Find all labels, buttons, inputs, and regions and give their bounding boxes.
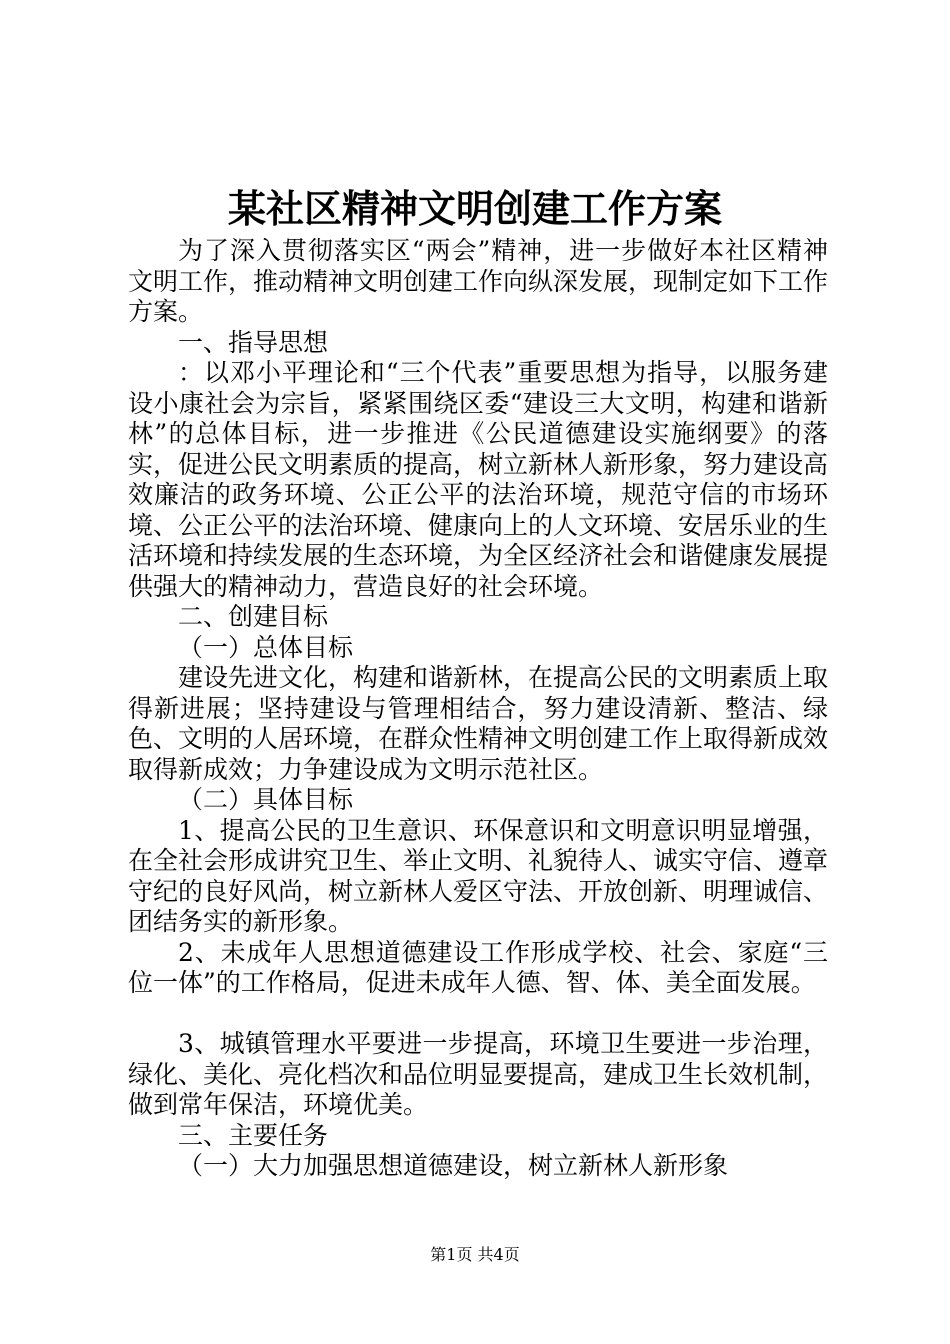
intro-paragraph: 为了深入贯彻落实区“两会”精神，进一步做好本社区精神文明工作，推动精神文明创建工作向纵深发展，现制定如下工作方案。: [128, 236, 829, 326]
specific-goal-3: 3、城镇管理水平要进一步提高，环境卫生要进一步治理，绿化、美化、亮化档次和品位明显要提高，建成卫生长效机制，做到常年保洁，环境优美。: [128, 1029, 829, 1119]
subheading-task-1: （一）大力加强思想道德建设，树立新林人新形象: [178, 1151, 729, 1180]
subheading-overall-goal: （一）总体目标: [178, 632, 354, 662]
section-heading-main-tasks: 三、主要任务: [178, 1120, 329, 1150]
specific-goal-2: 2、未成年人思想道德建设工作形成学校、社会、家庭“三位一体”的工作格局，促进未成年人德、智、体、美全面发展。: [128, 937, 828, 997]
subheading-specific-goals: （二）具体目标: [178, 785, 354, 814]
section-heading-goals: 二、创建目标: [178, 602, 329, 631]
overall-goal-paragraph: 建设先进文化，构建和谐新林，在提高公民的文明素质上取得新进展；坚持建设与管理相结合，努力建设清新、整洁、绿色、文明的人居环境，在群众性精神文明创建工作上取得新成效取得新成效；力争建设成为文明示范社区。: [128, 663, 829, 784]
document-title: 某社区精神文明创建工作方案: [227, 186, 722, 231]
specific-goal-1: 1、提高公民的卫生意识、环保意识和文明意识明显增强，在全社会形成讲究卫生、举止文明、礼貌待人、诚实守信、遵章守纪的良好风尚，树立新林人爱区守法、开放创新、明理诚信、团结务实的新形象。: [128, 815, 829, 936]
section-heading-guiding-thought: 一、指导思想: [178, 327, 329, 357]
document-body: [128, 236, 828, 1182]
guiding-thought-paragraph: ：以邓小平理论和“三个代表”重要思想为指导，以服务建设小康社会为宗旨，紧紧围绕区委“建设三大文明，构建和谐新林”的总体目标，进一步推进《公民道德建设实施纲要》的落实，促进公民文明素质的提高，树立新林人新形象，努力建设高效廉洁的政务环境、公正公平的法治环境，规范守信的市场环境、公正公平的法治环境、健康向上的人文环境、安居乐业的生活环境和持续发展的生态环境，为全区经济社会和谐健康发展提供强大的精神动力，营造良好的社会环境。: [128, 358, 829, 601]
page-footer: 第1页 共4页: [430, 1245, 520, 1264]
